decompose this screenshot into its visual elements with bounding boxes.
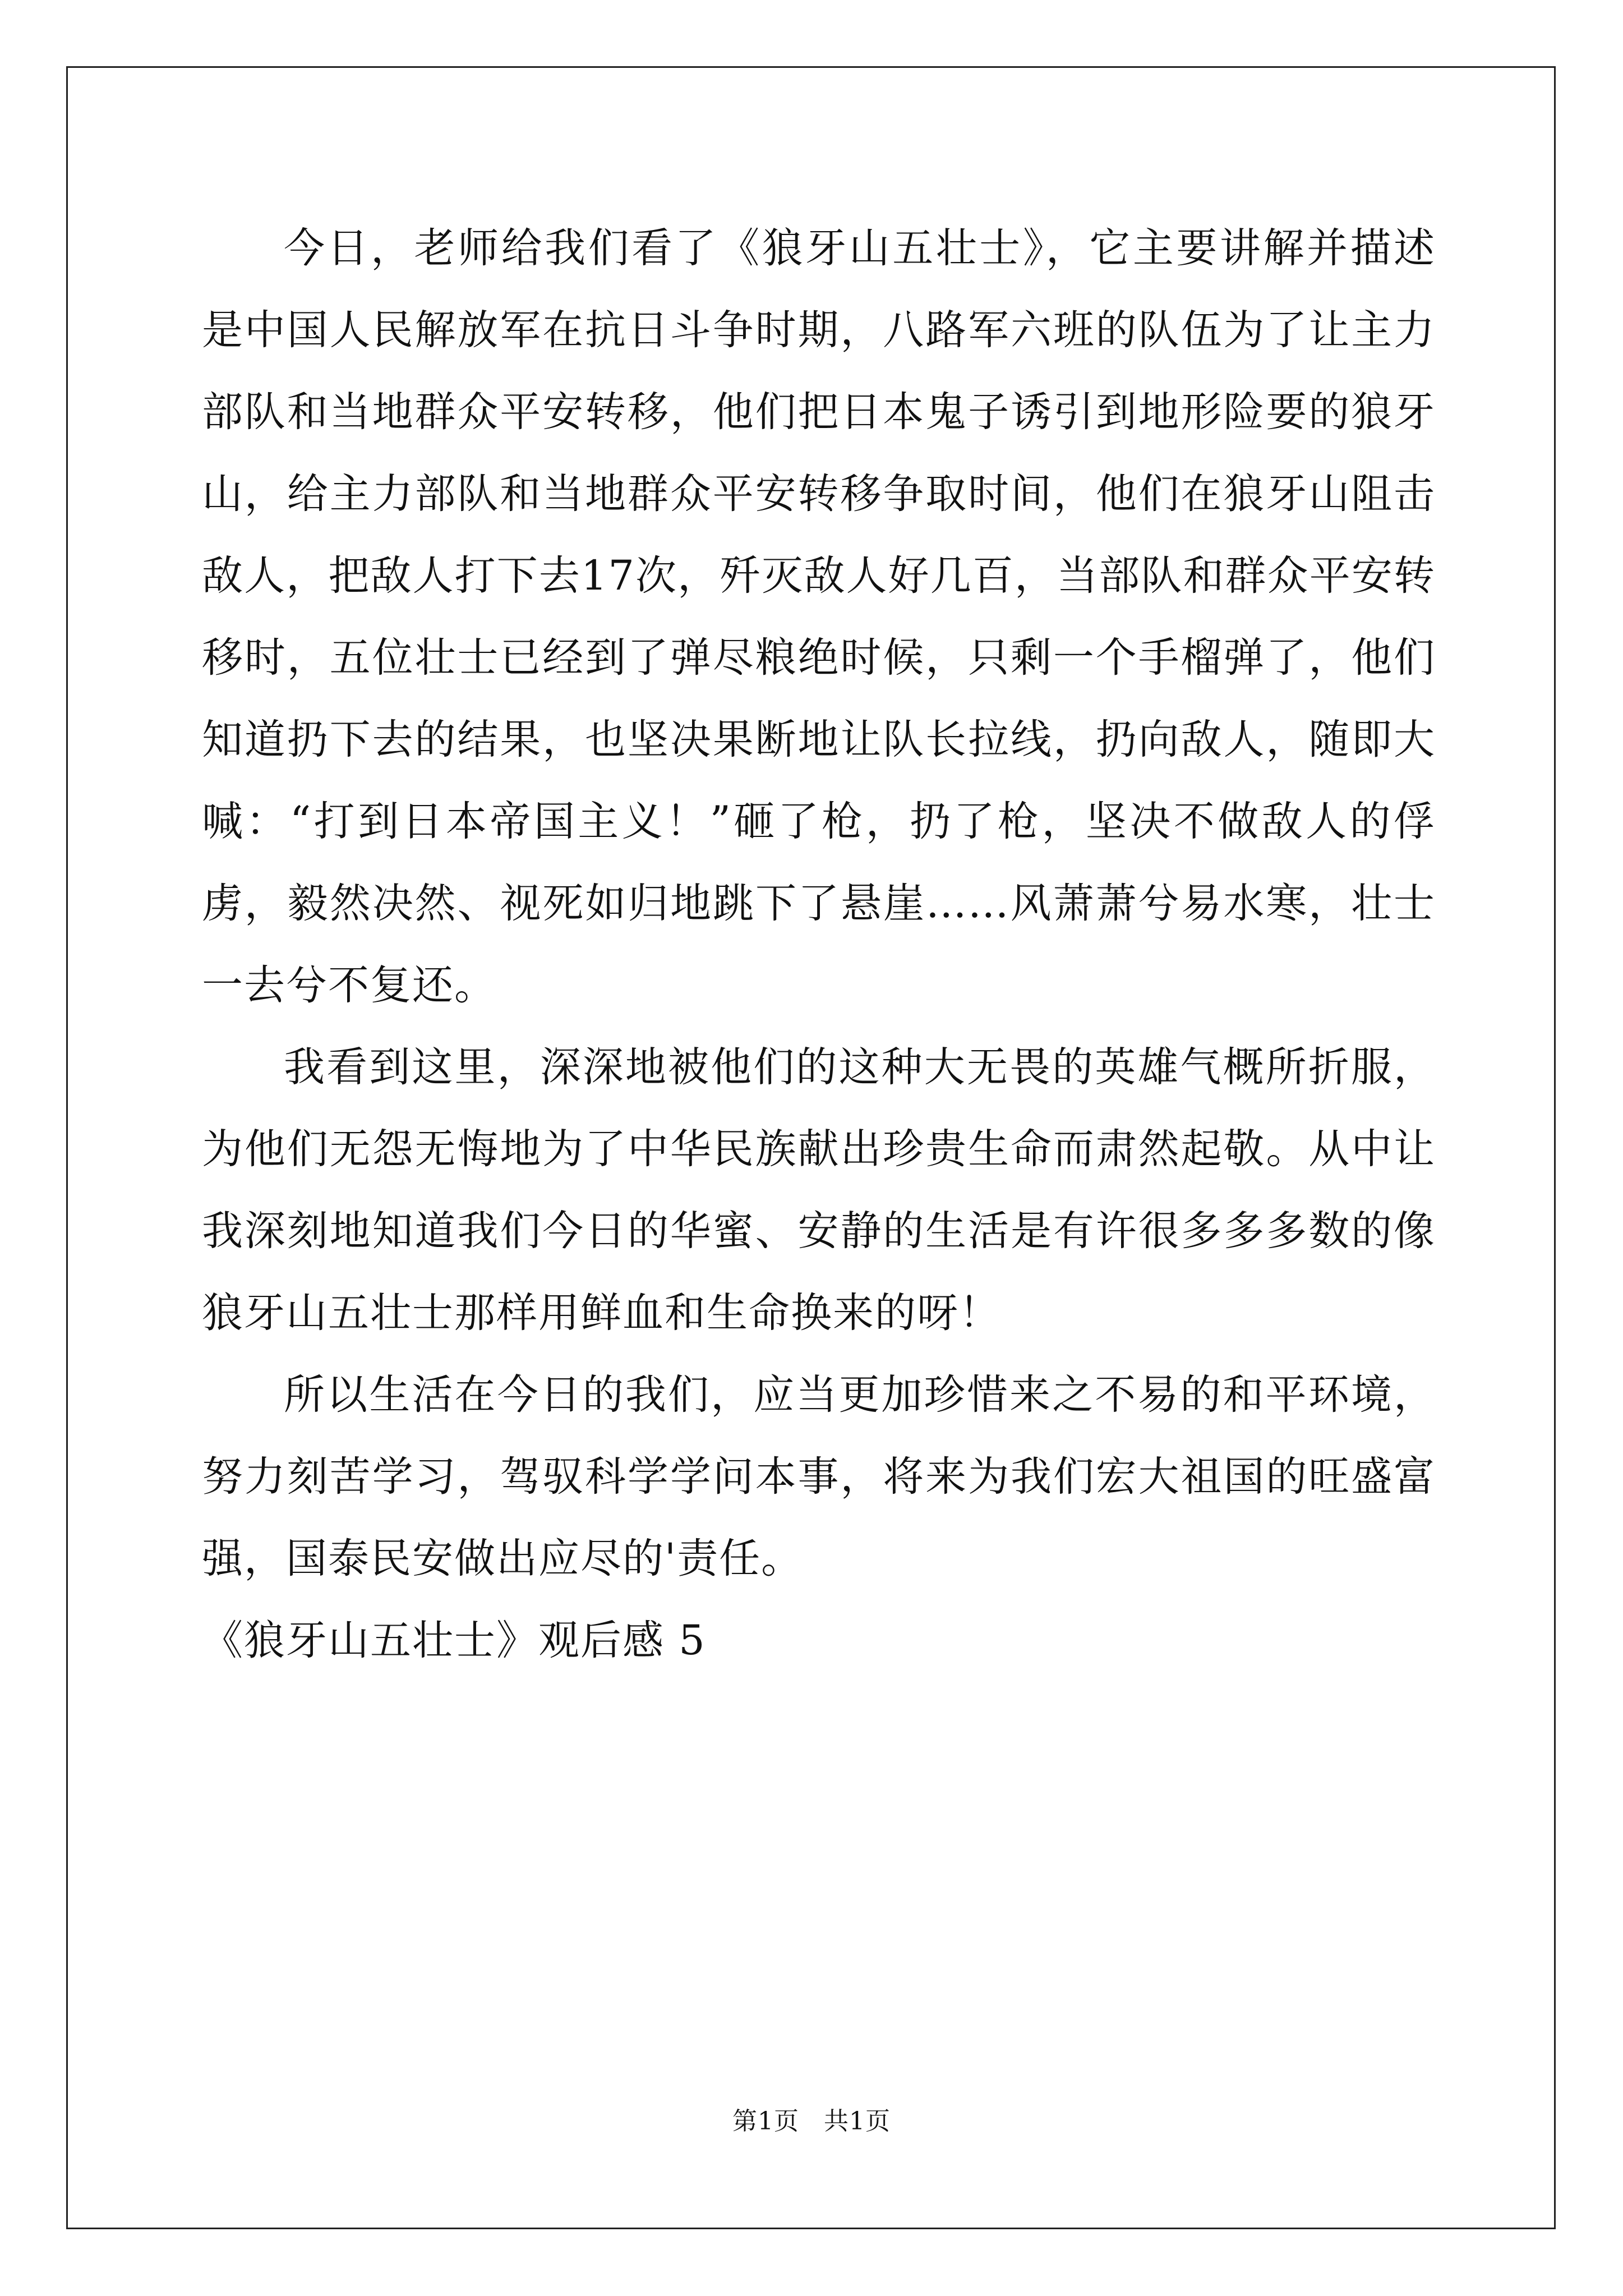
page-footer bbox=[0, 2101, 1623, 2137]
page-total: 共1页 bbox=[824, 2107, 891, 2136]
document-body bbox=[202, 208, 1436, 1682]
paragraph-2: 我看到这里，深深地被他们的这种大无畏的英雄气概所折服，为他们无怨无悔地为了中华民族献出珍贵生命而肃然起敬。从中让我深刻地知道我们今日的华蜜、安静的生活是有许很多多多数的像狼牙山五壮士那样用鲜血和生命换来的呀！ bbox=[202, 1043, 1436, 1337]
section-title: 《狼牙山五壮士》观后感 5 bbox=[202, 1617, 706, 1664]
paragraph-3: 所以生活在今日的我们，应当更加珍惜来之不易的和平环境，努力刻苦学习，驾驭科学学问本事，将来为我们宏大祖国的旺盛富强，国泰民安做出应尽的'责任。 bbox=[202, 1371, 1436, 1582]
page-number: 第1页 bbox=[732, 2107, 799, 2136]
paragraph-1: 今日，老师给我们看了《狼牙山五壮士》，它主要讲解并描述是中国人民解放军在抗日斗争时期，八路军六班的队伍为了让主力部队和当地群众平安转移，他们把日本鬼子诱引到地形险要的狼牙山，给主力部队和当地群众平安转移争取时间，他们在狼牙山阻击敌人，把敌人打下去17次，歼灭敌人好几百，当部队和群众平安转移时，五位壮士已经到了弹尽粮绝时候，只剩一个手榴弹了，他们知道扔下去的结果，也坚决果断地让队长拉线，扔向敌人，随即大喊：“打到日本帝国主义！”砸了枪，扔了枪，坚决不做敌人的俘虏，毅然决然、视死如归地跳下了悬崖……风萧萧兮易水寒，壮士一去兮不复还。 bbox=[202, 224, 1436, 1009]
